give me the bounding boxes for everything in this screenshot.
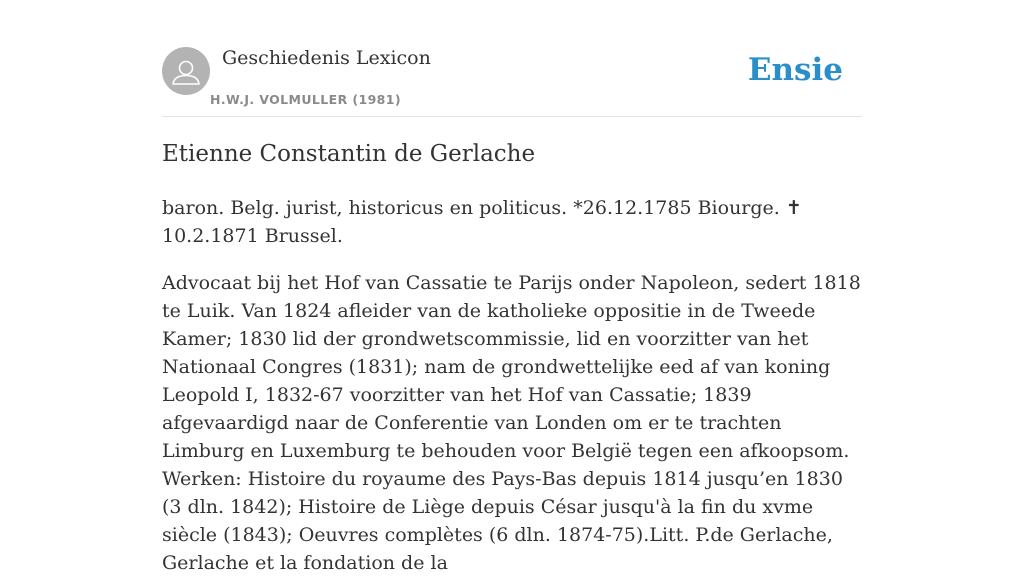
article — [162, 138, 862, 577]
source-header — [162, 46, 862, 117]
article-intro: baron. Belg. jurist, historicus en politicus. *26.12.1785 Biourge. ✝ 10.2.1871 Brussel. — [162, 197, 802, 247]
user-icon[interactable] — [162, 47, 210, 95]
article-title: Etienne Constantin de Gerlache — [162, 141, 536, 167]
article-body: Advocaat bij het Hof van Cassatie te Parijs onder Napoleon, sedert 1818 te Luik. Van 1824 afleider van de katholieke oppositie in de Tweede Kamer; 1830 lid der grondwetscommissie, lid en voorzitter van het Nationaal Congres (1831); nam de grondwettelijke eed af van koning Leopold I, 1832-67 voorzitter van het Hof van Cassatie; 1839 afgevaardigd naar de Conferentie van Londen om er te trachten Limburg en Luxemburg te behouden voor België tegen een afkoopsom. Werken: Histoire du royaume des Pays-Bas depuis 1814 jusqu’en 1830 (3 dln. 1842); Histoire de Liège depuis César jusqu'à la fin du xvme siècle (1843); Oeuvres complètes (6 dln. 1874-75).Litt. P.de Gerlache, Gerlache et la fondation de la — [162, 272, 861, 574]
brand-logo[interactable]: Ensie — [747, 52, 843, 88]
source-author[interactable]: H.W.J. VOLMULLER (1981) — [210, 92, 401, 107]
source-title[interactable]: Geschiedenis Lexicon — [222, 47, 431, 69]
